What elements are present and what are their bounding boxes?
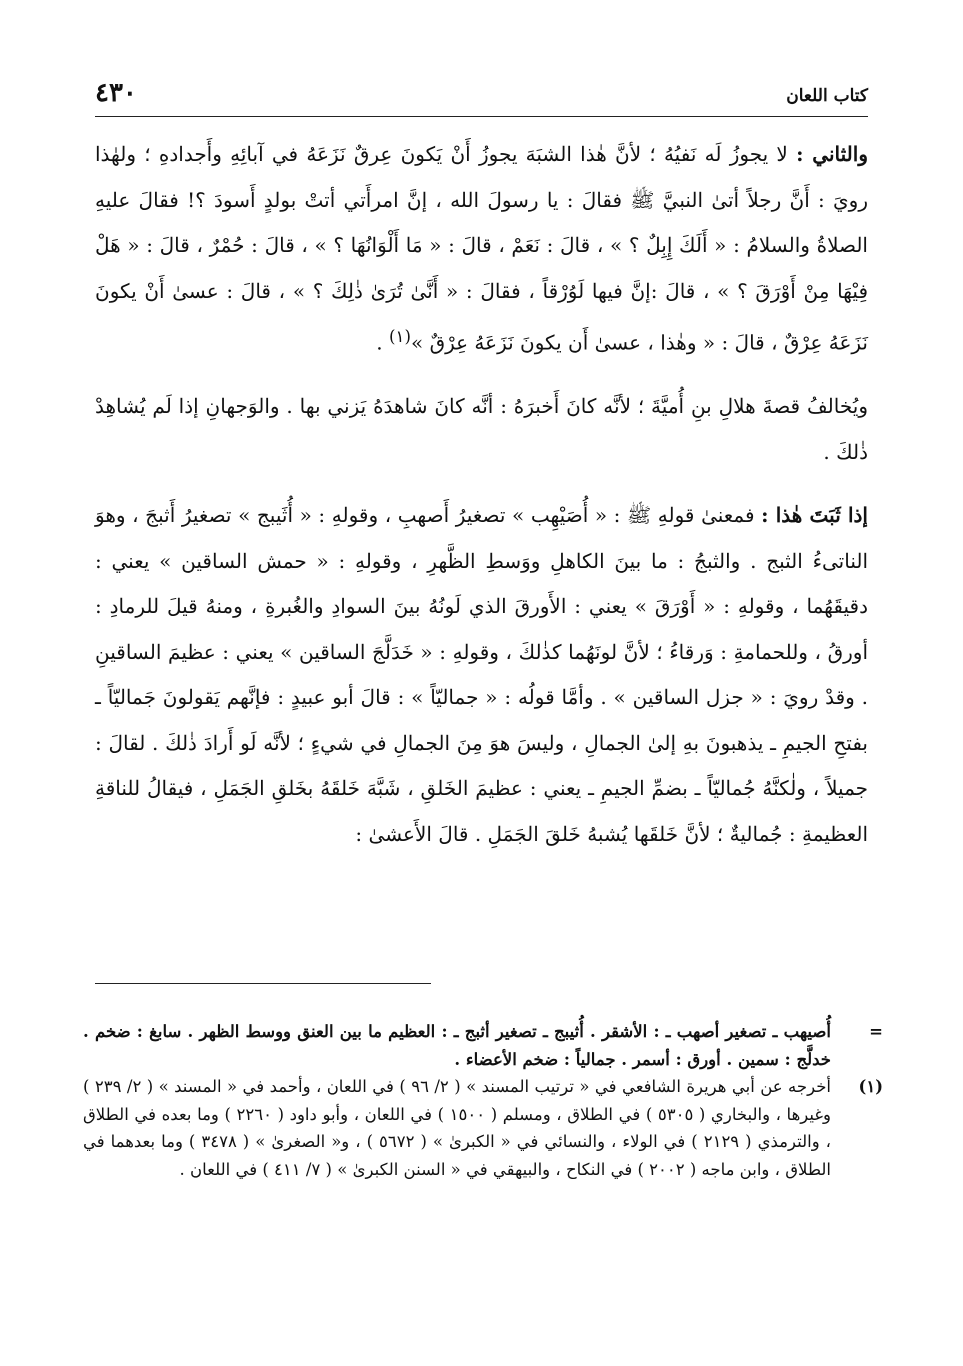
footnote-1 — [83, 1073, 883, 1183]
running-header — [95, 80, 868, 117]
footnotes — [83, 1018, 883, 1183]
book-title: كتاب اللعان — [786, 86, 868, 106]
footnote-divider — [95, 983, 431, 984]
footnote-continuation — [83, 1018, 883, 1073]
paragraph-second-view — [95, 132, 868, 366]
main-text — [95, 132, 868, 857]
paragraph-lead: إذا ثَبَتَ هٰذا : — [761, 503, 868, 528]
paragraph-lead: والثاني : — [796, 142, 868, 166]
footnote-text: أخرجه عن أبي هريرة الشافعي في « ترتيب المسند » ( ٢/ ٩٦ ) في اللعان ، وأحمد في « المسند » ( ٢/ ٢٣٩ ) وغيرها ، والبخاري ( ٥٣٠٥ ) في الطلاق ، ومسلم ( ١٥٠٠ ) في اللعان ، وأبو داود ( ٢٢٦٠ ) وما بعده في الطلاق ، والترمذي ( ٢١٢٩ ) في الولاء ، والنسائي في « الكبرىٰ » ( ٥٦٧٢ ) ، و« الصغرىٰ » ( ٣٤٧٨ ) وما بعدهما في الطلاق ، وابن ماجه ( ٢٠٠٢ ) في النكاح ، والبيهقي في « السنن الكبرىٰ » ( ٧/ ٤١١ ) في اللعان . — [83, 1077, 831, 1179]
page-number: ٤٣٠ — [95, 78, 137, 108]
paragraph-body: فمعنىٰ قولهِ ﷺ : « أُصَيْهِب » تصغيرُ أَصهبِ ، وقولهِ : « أُثَيبج » تصغيرُ أَثبجَ ، وهوَ الناتىءُ الثبج . والثبجُ : ما بينَ الكاهلِ ووَسطِ الظَّهرِ ، وقولهِ : « حمش الساقين » يعني : دقيقَهُما ، وقولهِ : « أَوْرَقَ » يعني : الأَورقَ الذي لَونُهُ بينَ السوادِ والغُبرةِ ، ومنهُ قيلَ للرمادِ : أورقُ ، وللحمامةِ : وَرقاءُ ؛ لأنَّ لونَهُما كذٰلكَ ، وقولهِ : « خَدَلَّجَ الساقين » يعني : عظيمَ الساقينِ . وقدْ رويَ : « جزل الساقين » . وأمَّا قولُه : « جماليّاً » : قالَ أبو عبيدٍ : فإنَّهم يَقولونَ جَماليّاً ـ بفتحِ الجيمِ ـ يذهبونَ بهِ إلىٰ الجمالِ ، وليسَ هوَ مِنَ الجمالِ في شيءٍ ؛ لأنَّه لَو أَرادَ ذٰلكَ . لقالَ : جميلاً ، ولٰكنَّهُ جُماليّاً ـ بضمِّ الجيمِ ـ يعني : عظيمَ الخَلقِ ، شَبَّهَ خَلقَهُ بخَلقِ الجَمَلِ ، فيقالُ للناقةِ العظيمةِ : جُماليةٌ ؛ لأنَّ خَلقَها يُشبهُ خَلقَ الجَمَلِ . قالَ الأَعشىٰ : — [95, 503, 868, 846]
footnote-mark: (١) — [858, 1077, 883, 1096]
paragraph-hilal-story: ويُخالفُ قصةَ هلالِ بنِ أُميَّةَ ؛ لأنَّه كانَ أَخبرَهُ : أنَّه كانَ شاهدَهُ يَزني بها . والوَجهانِ إذا لَم يُشاهِدْ ذٰلكَ . — [95, 394, 868, 464]
footnote-text: أُصيهب ـ تصغير أصهب ـ : الأشقر . أُثيبج ـ تصغير أثبج ـ : العظيم ما بين العنق ووسط الظهر . سابغ : ضخم . خدلَّج : سمين . أورق : أسمر . جمالياً : ضخم الأعضاء . — [83, 1022, 831, 1069]
paragraph-explanation — [95, 493, 868, 857]
footnote-mark: = — [869, 1022, 883, 1041]
footnote-reference[interactable]: (١) — [389, 327, 411, 346]
paragraph-end: . — [376, 330, 390, 355]
paragraph-body: لا يجوزُ لَه نَفيُهُ ؛ لأنَّ هٰذا الشبَهَ يجوزُ أَنْ يَكونَ عِرقٌ نَزَعَهُ في آبائِهِ وأَجدادهِ ؛ ولهٰذا رويَ : أَنَّ رجلاً أتىٰ النبيَّ ﷺ فقالَ : يا رسولَ الله ، إنَّ امرأَتي أتتْ بولدٍ أَسودَ ؟! فقالَ عليهِ الصلاةُ والسلامُ : « أَلَكَ إِبِلٌ ؟ » ، قالَ : نَعَمْ ، قالَ : « مَا أَلْوَانُهَا ؟ » ، قالَ : حُمْرٌ ، قالَ : « هَلْ فِيْهَا مِنْ أَوْرَقَ ؟ » ، قالَ :إنَّ فيها لَوُرْقاً ، فقالَ : « أَنَّىٰ تُرَىٰ ذٰلِكَ ؟ » ، قالَ : عسىٰ أَنْ يكونَ نَزَعَهُ عِرْقٌ ، قالَ : « وهٰذا ، عسىٰ أَن يكونَ نَزَعَهُ عِرْقٌ » — [95, 142, 868, 355]
